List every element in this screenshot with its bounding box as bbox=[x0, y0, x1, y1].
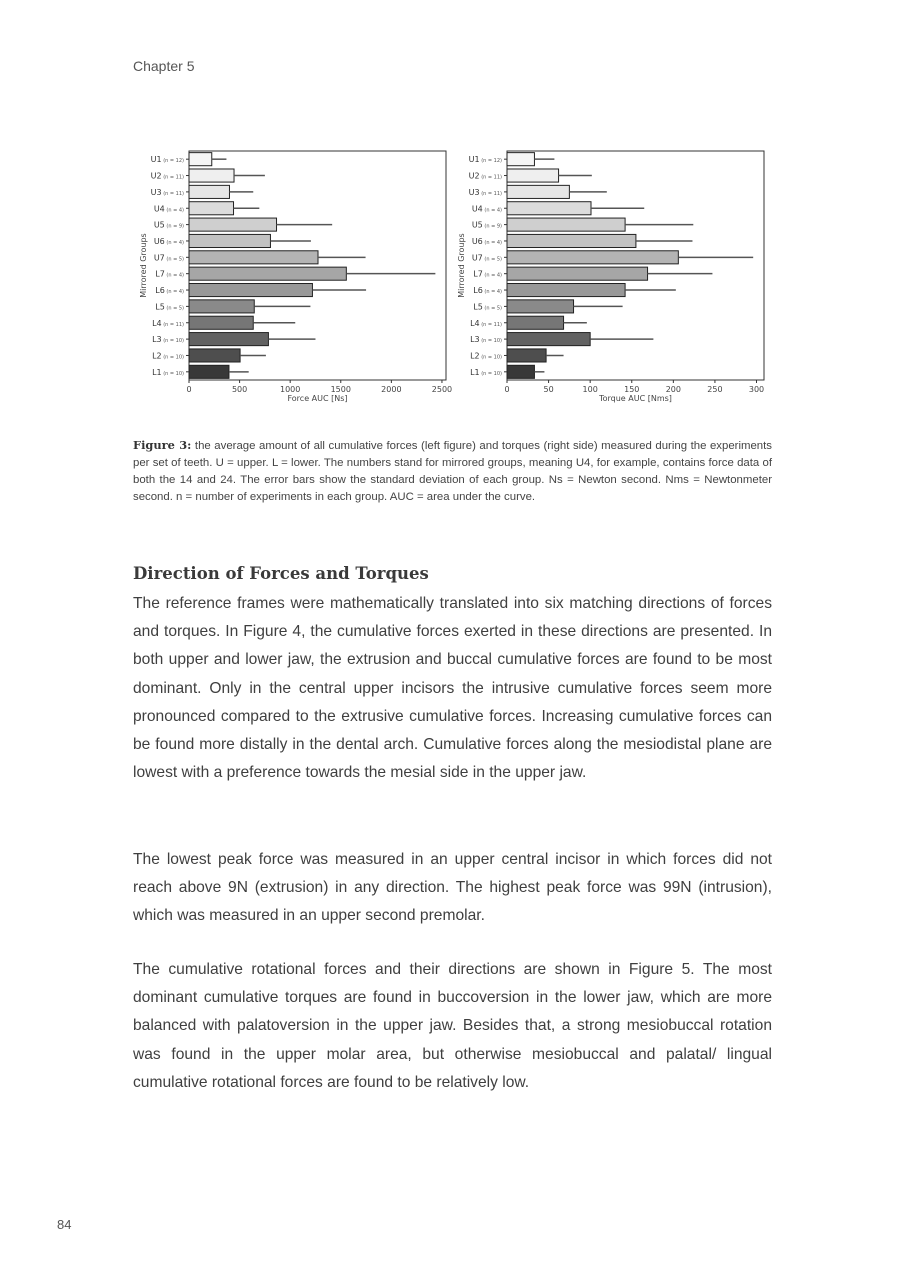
y-axis-title: Mirrored Groups bbox=[139, 233, 148, 298]
y-tick-label-l6 bbox=[155, 286, 184, 295]
bar-l1 bbox=[507, 365, 534, 378]
group-n: (n = 9) bbox=[482, 223, 502, 230]
y-tick-label-l7 bbox=[155, 270, 184, 279]
y-tick-label-u4 bbox=[472, 204, 502, 213]
y-tick-label-l3 bbox=[470, 335, 502, 344]
group-n: (n = 10) bbox=[479, 338, 502, 345]
bar-u2 bbox=[507, 169, 559, 182]
group-n: (n = 10) bbox=[479, 370, 502, 377]
group-name: L3 bbox=[152, 335, 162, 345]
group-n: (n = 9) bbox=[164, 223, 184, 230]
x-tick-label: 300 bbox=[748, 385, 765, 394]
group-name: L4 bbox=[470, 318, 480, 328]
x-tick-label: 50 bbox=[543, 385, 554, 394]
group-name: L1 bbox=[470, 367, 480, 377]
group-n: (n = 5) bbox=[164, 305, 184, 312]
running-head: Chapter 5 bbox=[133, 58, 195, 74]
group-name: L7 bbox=[155, 269, 165, 279]
force-auc-chart bbox=[130, 140, 455, 410]
bar-u5 bbox=[189, 218, 277, 231]
group-name: L3 bbox=[470, 335, 480, 345]
group-name: U2 bbox=[150, 171, 162, 181]
x-tick-label: 2000 bbox=[381, 385, 402, 394]
group-n: (n = 10) bbox=[161, 354, 184, 361]
group-n: (n = 12) bbox=[479, 158, 502, 165]
y-tick-label-l1 bbox=[152, 368, 184, 377]
y-tick-label-u1 bbox=[469, 155, 502, 164]
y-tick-label-u3 bbox=[469, 188, 502, 197]
x-tick-label: 2500 bbox=[431, 385, 453, 394]
group-name: L2 bbox=[152, 351, 162, 361]
group-n: (n = 11) bbox=[161, 174, 184, 181]
group-n: (n = 5) bbox=[482, 256, 502, 263]
bar-l5 bbox=[507, 300, 574, 313]
x-tick-label: 200 bbox=[665, 385, 681, 394]
group-name: L6 bbox=[155, 286, 165, 296]
group-n: (n = 11) bbox=[161, 321, 184, 328]
y-tick-label-u1 bbox=[151, 155, 184, 164]
bar-u4 bbox=[507, 202, 591, 215]
y-tick-label-u7 bbox=[472, 253, 502, 262]
group-name: U6 bbox=[153, 236, 165, 246]
bar-u1 bbox=[189, 153, 212, 166]
bar-u3 bbox=[507, 185, 569, 198]
bar-u1 bbox=[507, 153, 534, 166]
group-name: L4 bbox=[152, 318, 162, 328]
y-tick-label-u6 bbox=[472, 237, 502, 246]
bar-u7 bbox=[507, 251, 678, 264]
group-n: (n = 4) bbox=[482, 272, 502, 279]
y-axis-title: Mirrored Groups bbox=[457, 233, 466, 298]
caption-text: the average amount of all cumulative forces (left figure) and torques (right side) measured during the experiments per set of teeth. U = upper. L = lower. The numbers stand for mirrored groups, meaning U4, for example, contains force data of both the 14 and 24. The error bars show the standard deviation of each group. Ns = Newton second. Nms = Newtonmeter second. n = number of experiments in each group. AUC = area under the curve. bbox=[133, 440, 772, 504]
group-name: L5 bbox=[473, 302, 483, 312]
group-n: (n = 4) bbox=[482, 289, 502, 296]
x-tick-label: 500 bbox=[231, 385, 248, 394]
y-tick-label-u5 bbox=[472, 221, 502, 230]
group-n: (n = 10) bbox=[479, 354, 502, 361]
group-n: (n = 11) bbox=[479, 321, 502, 328]
bar-l6 bbox=[189, 283, 312, 296]
bar-u5 bbox=[507, 218, 625, 231]
paragraph-1: The reference frames were mathematically translated into six matching directions of forces and torques. In Figure 4, the cumulative forces exerted in these directions are presented. In both upper and lower jaw, the extrusion and buccal cumulative forces are found to be most dominant. Only in the central upper incisors the intrusive cumulative forces seem more pronounced compared to the extrusive cumulative forces. Increasing cumulative forces can be found more distally in the dental arch. Cumulative forces along the mesiodistal plane are lowest with a preference towards the mesial side in the upper jaw. bbox=[133, 595, 772, 782]
y-tick-label-u2 bbox=[151, 172, 184, 181]
group-n: (n = 5) bbox=[164, 256, 184, 263]
paragraph-3: The cumulative rotational forces and their directions are shown in Figure 5. The most dominant cumulative torques are found in buccoversion in the lower jaw, which are more balanced with palatoversion in the upper jaw. Besides that, a strong mesiobuccal rotation was found in the upper molar area, but otherwise mesiobuccal and palatal/ lingual cumulative rotational forces are found to be relatively low. bbox=[133, 961, 772, 1091]
bar-l2 bbox=[507, 349, 546, 362]
group-name: U1 bbox=[150, 155, 162, 165]
torque-auc-chart bbox=[448, 140, 773, 410]
y-tick-label-l5 bbox=[155, 302, 184, 311]
y-tick-label-l7 bbox=[473, 270, 502, 279]
group-n: (n = 4) bbox=[164, 289, 184, 296]
y-tick-label-l4 bbox=[470, 319, 502, 328]
group-n: (n = 4) bbox=[164, 272, 184, 279]
y-tick-label-u7 bbox=[154, 253, 184, 262]
y-tick-label-l3 bbox=[152, 335, 184, 344]
group-n: (n = 10) bbox=[161, 338, 184, 345]
bar-l7 bbox=[189, 267, 346, 280]
y-tick-label-u4 bbox=[154, 204, 184, 213]
bar-u6 bbox=[189, 234, 270, 247]
bar-l1 bbox=[189, 365, 229, 378]
group-name: U7 bbox=[471, 253, 483, 263]
x-axis-title: Torque AUC [Nms] bbox=[599, 394, 672, 403]
x-tick-label: 1500 bbox=[330, 385, 351, 394]
group-n: (n = 4) bbox=[164, 239, 184, 246]
y-tick-label-l5 bbox=[473, 302, 502, 311]
bar-l3 bbox=[189, 333, 268, 346]
y-tick-label-u5 bbox=[154, 221, 184, 230]
group-n: (n = 11) bbox=[479, 190, 502, 197]
group-n: (n = 5) bbox=[482, 305, 502, 312]
group-name: L5 bbox=[155, 302, 165, 312]
y-tick-label-u6 bbox=[154, 237, 184, 246]
y-tick-label-l2 bbox=[152, 351, 184, 360]
y-tick-label-l2 bbox=[470, 351, 502, 360]
group-name: L6 bbox=[473, 286, 483, 296]
bar-u7 bbox=[189, 251, 318, 264]
figure-caption bbox=[133, 437, 772, 506]
x-axis-title: Force AUC [Ns] bbox=[287, 394, 348, 403]
bar-u6 bbox=[507, 234, 636, 247]
group-n: (n = 4) bbox=[482, 239, 502, 246]
group-n: (n = 12) bbox=[161, 158, 184, 165]
group-name: L2 bbox=[470, 351, 480, 361]
bar-l2 bbox=[189, 349, 240, 362]
paragraph-2: The lowest peak force was measured in an upper central incisor in which forces did not reach above 9N (extrusion) in any direction. The highest peak force was 99N (intrusion), which was measured in an upper second premolar. bbox=[133, 851, 772, 925]
group-name: U3 bbox=[468, 187, 480, 197]
group-name: L1 bbox=[152, 367, 162, 377]
bar-l4 bbox=[507, 316, 564, 329]
group-name: U4 bbox=[153, 204, 165, 214]
y-tick-label-u3 bbox=[151, 188, 184, 197]
bar-l5 bbox=[189, 300, 254, 313]
bar-l4 bbox=[189, 316, 253, 329]
bar-l6 bbox=[507, 283, 625, 296]
caption-label: Figure 3: bbox=[133, 438, 192, 453]
group-name: U5 bbox=[153, 220, 165, 230]
x-tick-label: 100 bbox=[582, 385, 598, 394]
group-name: U1 bbox=[468, 155, 480, 165]
group-name: U5 bbox=[471, 220, 483, 230]
bar-l3 bbox=[507, 333, 590, 346]
bar-u2 bbox=[189, 169, 234, 182]
x-tick-label: 250 bbox=[707, 385, 723, 394]
section-heading: Direction of Forces and Torques bbox=[133, 564, 429, 583]
group-name: U3 bbox=[150, 187, 162, 197]
bar-u4 bbox=[189, 202, 234, 215]
bar-l7 bbox=[507, 267, 648, 280]
y-tick-label-l4 bbox=[152, 319, 184, 328]
page-number: 84 bbox=[57, 1217, 72, 1232]
bar-u3 bbox=[189, 185, 229, 198]
group-n: (n = 10) bbox=[161, 370, 184, 377]
group-name: U4 bbox=[471, 204, 483, 214]
x-tick-label: 1000 bbox=[280, 385, 301, 394]
group-name: L7 bbox=[473, 269, 483, 279]
x-tick-label: 150 bbox=[624, 385, 640, 394]
group-name: U2 bbox=[468, 171, 480, 181]
group-n: (n = 4) bbox=[164, 207, 184, 214]
y-tick-label-l6 bbox=[473, 286, 502, 295]
y-tick-label-u2 bbox=[469, 172, 502, 181]
figure-3 bbox=[130, 140, 780, 410]
group-n: (n = 11) bbox=[479, 174, 502, 181]
x-tick-label: 0 bbox=[186, 385, 192, 394]
group-n: (n = 11) bbox=[161, 190, 184, 197]
group-name: U6 bbox=[471, 236, 483, 246]
group-n: (n = 4) bbox=[482, 207, 502, 214]
group-name: U7 bbox=[153, 253, 165, 263]
x-tick-label: 0 bbox=[504, 385, 510, 394]
y-tick-label-l1 bbox=[470, 368, 502, 377]
